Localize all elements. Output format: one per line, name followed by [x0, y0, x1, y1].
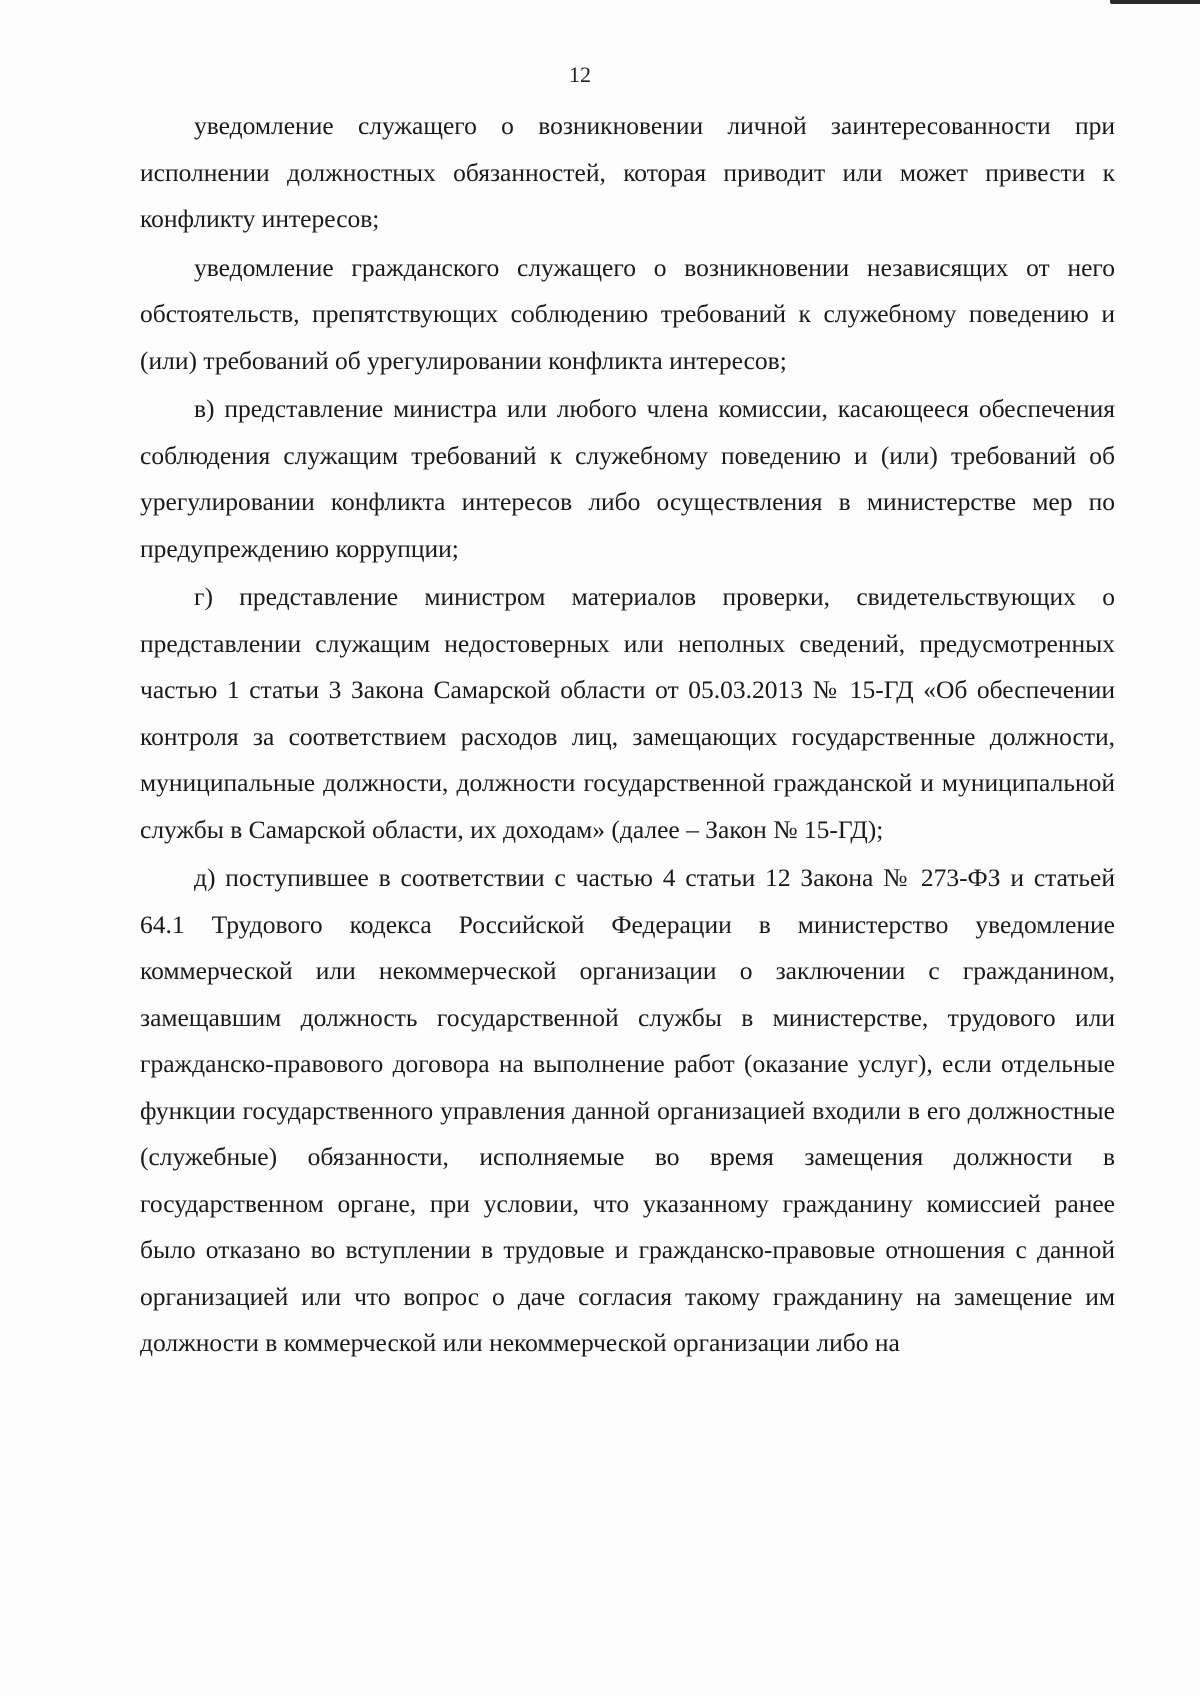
page-number: 12	[569, 62, 591, 87]
document-body	[140, 103, 1115, 1367]
paragraph-independent-circumstances-notice: уведомление гражданского служащего о возникновении независящих от него обстоятельств, препятствующих соблюдению требований к служебному поведению и (или) требований об урегулировании конфликта интересов;	[140, 252, 1115, 375]
scan-edge-mark	[1110, 0, 1200, 4]
paragraph-item-v: в) представление министра или любого члена комиссии, касающееся обеспечения соблюдения служащим требований к служебному поведению и (или) требований об урегулировании конфликта интересов либо осуществления в министерстве мер по предупреждению коррупции;	[140, 394, 1115, 563]
paragraph-item-g: г) представление министром материалов проверки, свидетельствующих о представлении служащим недостоверных или неполных сведений, предусмотренных частью 1 статьи 3 Закона Самарской области от 05.03.2013 № 15-ГД «Об обеспечении контроля за соответствием расходов лиц, замещающих государственные должности, муниципальные должности, должности государственной гражданской и муниципальной службы в Самарской области, их доходам» (далее – Закон № 15-ГД);	[140, 582, 1115, 844]
paragraph-item-d: д) поступившее в соответствии с частью 4 статьи 12 Закона № 273-ФЗ и статьей 64.1 Трудового кодекса Российской Федерации в министерство уведомление коммерческой или некоммерческой организации о заключении с гражданином, замещавшим должность государственной службы в министерстве, трудового или гражданско-правового договора на выполнение работ (оказание услуг), если отдельные функции государственного управления данной организацией входили в его должностные (служебные) обязанности, исполняемые во время замещения должности в государственном органе, при условии, что указанному гражданину комиссией ранее было отказано во вступлении в трудовые и гражданско-правовые отношения с данной организацией или что вопрос о даче согласия такому гражданину на замещение им должности в коммерческой или некоммерческой организации либо на	[140, 863, 1115, 1357]
paragraph-personal-interest-notice: уведомление служащего о возникновении личной заинтересованности при исполнении должностных обязанностей, которая приводит или может привести к конфликту интересов;	[140, 111, 1115, 233]
